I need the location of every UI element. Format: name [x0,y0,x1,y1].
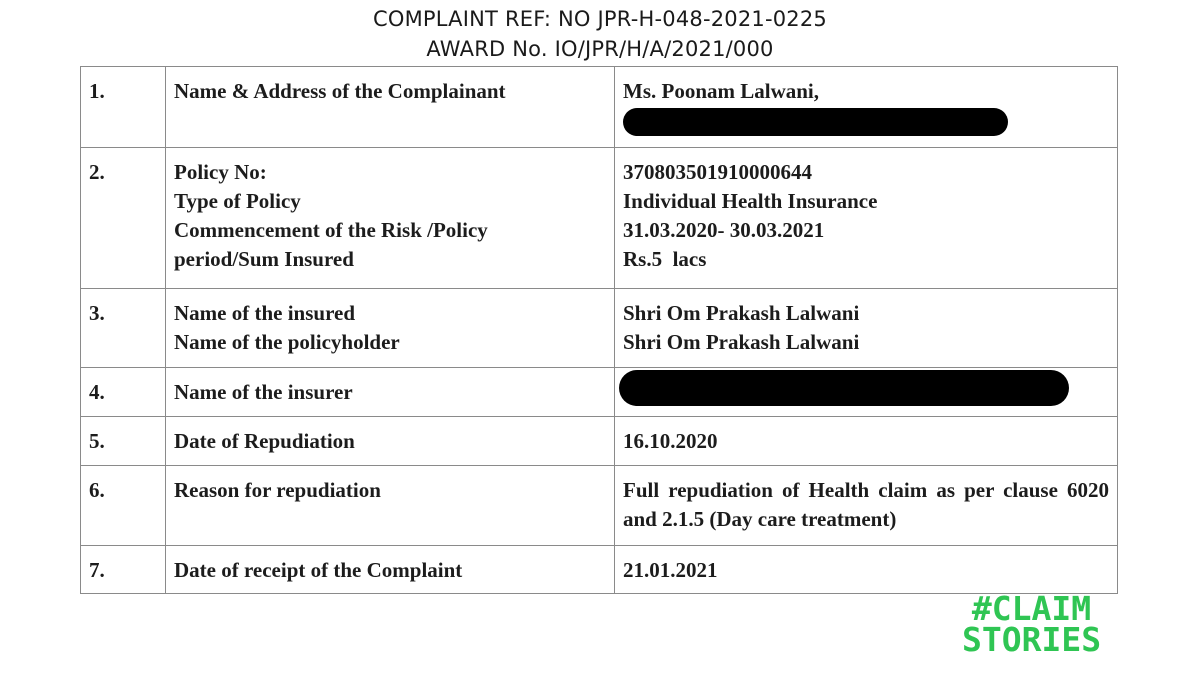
row-value-cell [615,546,1118,594]
award-number-title: AWARD No. IO/JPR/H/A/2021/000 [426,37,774,61]
table-row [81,466,1118,546]
table-row [81,148,1118,289]
field-label: Name of the insurer [174,380,353,404]
row-number: 4. [81,368,166,417]
row-number: 7. [81,546,166,594]
complaint-details-table [80,66,1118,594]
complainant-name: Ms. Poonam Lalwani, [623,79,820,103]
document-header [0,4,1200,64]
policy-number: 370803501910000644 [623,160,812,184]
table-row [81,546,1118,594]
field-label: Date of Repudiation [174,429,355,453]
row-number: 3. [81,289,166,368]
field-label: Date of receipt of the Complaint [174,558,463,582]
row-label-cell [166,546,615,594]
watermark-hashtag: #CLAIM [971,589,1092,628]
insured-name: Shri Om Prakash Lalwani [623,301,860,325]
policyholder-name: Shri Om Prakash Lalwani [623,330,860,354]
row-number: 6. [81,466,166,546]
field-label: Type of Policy [174,189,301,213]
field-label: Name of the insured [174,301,356,325]
row-number: 5. [81,417,166,466]
row-value-cell [615,67,1118,148]
row-value-cell [615,368,1118,417]
table-row [81,417,1118,466]
table-row [81,289,1118,368]
complaint-receipt-date: 21.01.2021 [623,558,718,582]
complaint-ref-title: COMPLAINT REF: NO JPR-H-048-2021-0225 [373,7,827,31]
row-value-cell [615,417,1118,466]
row-label-cell [166,289,615,368]
policy-type: Individual Health Insurance [623,189,878,213]
policy-period: 31.03.2020- 30.03.2021 [623,218,825,242]
field-label: Reason for repudiation [174,478,381,502]
field-label: Name of the policyholder [174,330,400,354]
table-row [81,368,1118,417]
row-label-cell [166,148,615,289]
row-label-cell [166,67,615,148]
row-number: 1. [81,67,166,148]
row-number: 2. [81,148,166,289]
redacted-address-block [623,108,1008,136]
field-label: period/Sum Insured [174,247,354,271]
repudiation-reason: Full repudiation of Health claim as per clause 6020 and 2.1.5 (Day care treatment) [615,466,1118,546]
sum-insured: Rs.5 lacs [623,247,707,271]
row-label-cell [166,417,615,466]
row-label-cell [166,368,615,417]
repudiation-date: 16.10.2020 [623,429,718,453]
watermark-stories: STORIES [962,620,1102,659]
row-value-cell [615,148,1118,289]
field-label: Name & Address of the Complainant [174,79,506,103]
row-label-cell [166,466,615,546]
field-label: Commencement of the Risk /Policy [174,218,488,242]
claim-stories-watermark [962,589,1102,659]
table-row [81,67,1118,148]
row-value-cell [615,289,1118,368]
field-label: Policy No: [174,160,267,184]
redacted-insurer-block [619,370,1069,406]
